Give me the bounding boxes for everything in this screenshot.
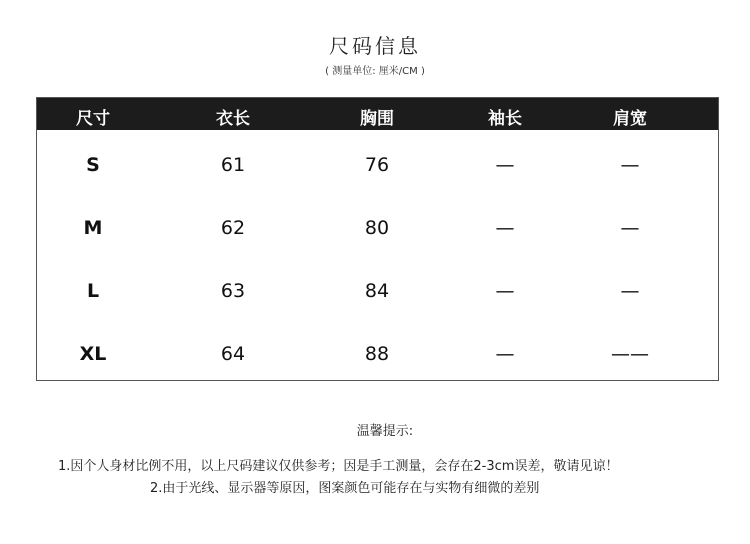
tip-line-1: 1.因个人身材比例不用，以上尺码建议仅供参考；因是手工测量，会存在2-3cm误差，敬请见谅！ — [58, 459, 619, 474]
table-row — [37, 217, 718, 247]
size-cell: M — [83, 217, 103, 239]
tip-line-2: 2.由于光线、显示器等原因，图案颜色可能存在与实物有细微的差别 — [150, 481, 540, 496]
length-cell: 61 — [220, 154, 246, 176]
measurement-unit-note: ( 测量单位: 厘米/CM ) — [325, 66, 425, 77]
length-cell: 64 — [220, 343, 246, 365]
length-cell: 62 — [220, 217, 246, 239]
bust-cell: 76 — [364, 154, 390, 176]
length-cell: 63 — [220, 280, 246, 302]
column-header-bust: 胸围 — [360, 109, 394, 129]
sleeve-cell: — — [495, 343, 515, 365]
bust-cell: 80 — [364, 217, 390, 239]
size-chart-title: 尺码信息 — [329, 34, 421, 58]
sleeve-cell: — — [495, 217, 515, 239]
shoulder-cell: — — [620, 154, 640, 176]
shoulder-cell: —— — [611, 343, 649, 365]
size-cell: L — [86, 280, 100, 302]
column-header-size: 尺寸 — [76, 109, 110, 129]
table-row — [37, 343, 718, 373]
sleeve-cell: — — [495, 280, 515, 302]
table-header — [37, 98, 718, 130]
size-cell: XL — [79, 343, 107, 365]
column-header-sleeve: 袖长 — [488, 109, 522, 129]
bust-cell: 88 — [364, 343, 390, 365]
size-table — [36, 97, 719, 381]
shoulder-cell: — — [620, 217, 640, 239]
size-cell: S — [86, 154, 100, 176]
column-header-shoulder: 肩宽 — [613, 109, 647, 129]
shoulder-cell: — — [620, 280, 640, 302]
table-row — [37, 280, 718, 310]
tips-heading: 温馨提示: — [356, 424, 414, 439]
column-header-length: 衣长 — [216, 109, 250, 129]
bust-cell: 84 — [364, 280, 390, 302]
table-row — [37, 154, 718, 184]
sleeve-cell: — — [495, 154, 515, 176]
